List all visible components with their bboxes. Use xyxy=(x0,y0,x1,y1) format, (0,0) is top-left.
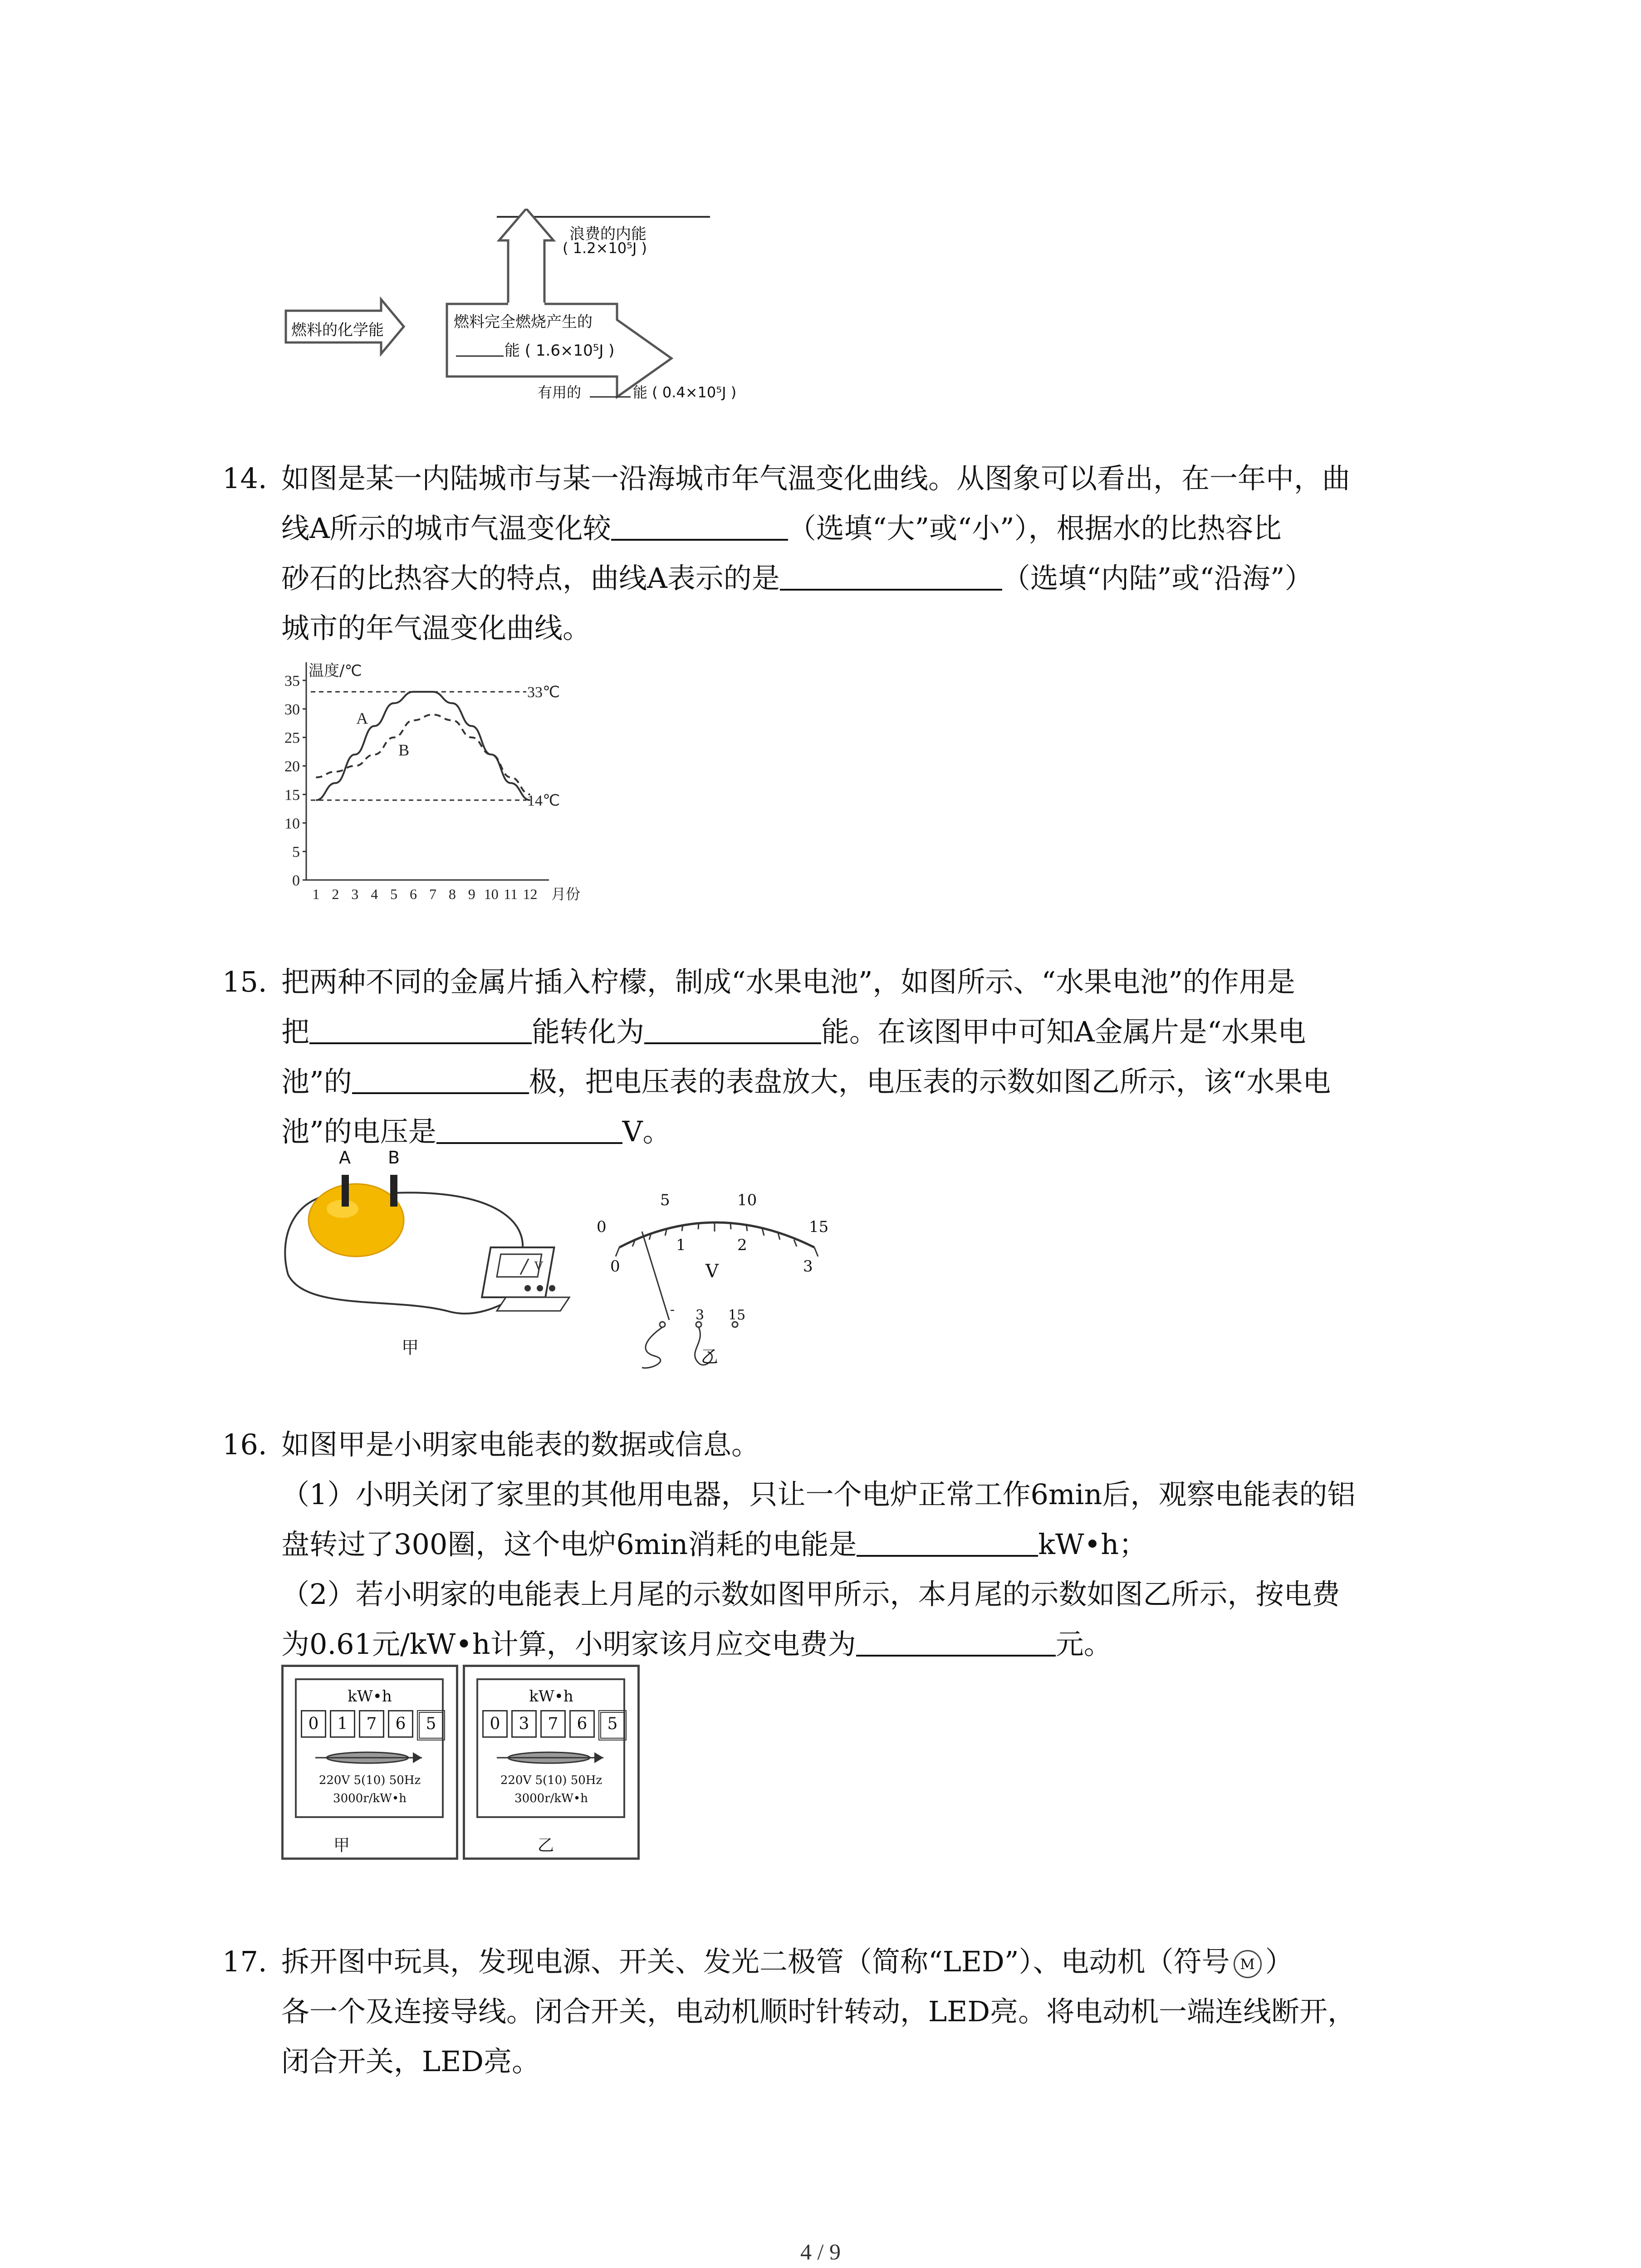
q15-line4-text: 池”的电压是 xyxy=(281,1115,436,1148)
q14-line2-hint: （选填“大”或“小”），根据水的比热容比 xyxy=(788,512,1282,545)
question-number: 16. xyxy=(222,1428,267,1461)
y-tick-label: 5 xyxy=(292,844,300,861)
dial-upper-tick-15: 15 xyxy=(809,1218,829,1236)
terminal-3-label: 3 xyxy=(696,1307,705,1323)
terminal-minus-label: - xyxy=(670,1302,675,1318)
meter-digit-decimal: 5 xyxy=(598,1710,627,1740)
meter-spec-2: 3000r/kW•h xyxy=(333,1792,407,1805)
voltmeter-dial-figure xyxy=(592,1188,846,1383)
question-17 xyxy=(222,1937,1447,2087)
meter-disc-arrow xyxy=(311,1746,429,1769)
q16-line3-unit: kW•h； xyxy=(1038,1528,1147,1561)
figure-a-label: 甲 xyxy=(402,1338,419,1358)
q14-line2-text: 线A所示的城市气温变化较 xyxy=(281,512,611,545)
meter-digit: 0 xyxy=(301,1710,326,1738)
q16-line4: （2）若小明家的电能表上月尾的示数如图甲所示，本月尾的示数如图乙所示，按电费 xyxy=(281,1578,1340,1611)
fuel-chemical-energy-label: 燃料的化学能 xyxy=(291,321,384,339)
q16-line3-text: 盘转过了300圈，这个电炉6min消耗的电能是 xyxy=(281,1528,857,1561)
reference-line-label: 14℃ xyxy=(527,792,560,809)
y-tick-label: 20 xyxy=(284,758,300,775)
question-16 xyxy=(222,1420,1447,1669)
y-axis-label: 温度/℃ xyxy=(309,662,362,680)
meter-digit: 3 xyxy=(511,1710,537,1738)
q17-line2: 各一个及连接导线。闭合开关，电动机顺时针转动，LED亮。将电动机一端连线断开， xyxy=(281,1995,1356,2028)
y-tick-label: 30 xyxy=(284,701,300,718)
motor-symbol xyxy=(1234,1950,1262,1978)
q15-line2-text2: 能转化为 xyxy=(532,1015,645,1048)
dial-upper-tick-10: 10 xyxy=(737,1191,757,1209)
energy-meter-a xyxy=(281,1665,458,1860)
q16-line1: 如图甲是小明家电能表的数据或信息。 xyxy=(281,1428,760,1461)
question-number: 17. xyxy=(222,1945,267,1978)
answer-blank[interactable] xyxy=(436,1115,622,1144)
q15-line2-text3: 能。在该图甲中可知A金属片是“水果电 xyxy=(821,1015,1306,1048)
fruit-battery-drawing xyxy=(279,1161,592,1374)
q17-line3: 闭合开关，LED亮。 xyxy=(281,2045,540,2078)
meter-digit: 6 xyxy=(388,1710,413,1738)
q15-line3-text2: 极，把电压表的表盘放大，电压表的示数如图乙所示，该“水果电 xyxy=(529,1065,1331,1098)
electrode-b-label: B xyxy=(388,1148,400,1168)
series-line-B xyxy=(316,714,530,794)
reference-line-label: 33℃ xyxy=(527,684,560,701)
q17-line1: 拆开图中玩具，发现电源、开关、发光二极管（简称“LED”）、电动机（符号 xyxy=(281,1945,1230,1978)
q15-line2-text: 把 xyxy=(281,1015,310,1048)
answer-blank[interactable] xyxy=(309,1015,532,1044)
dial-upper-tick-0: 0 xyxy=(597,1218,607,1236)
meter-spec-1: 220V 5(10) 50Hz xyxy=(500,1774,603,1787)
q15-line3-text: 池”的 xyxy=(281,1065,352,1098)
answer-blank[interactable] xyxy=(856,1628,1056,1657)
x-tick-label: 1 xyxy=(312,886,320,902)
page-number: 4 / 9 xyxy=(800,2239,841,2264)
dial-lower-tick-0: 0 xyxy=(610,1257,620,1276)
x-tick-label: 8 xyxy=(448,886,456,902)
series-label-A: A xyxy=(356,709,368,728)
meter-b-label: 乙 xyxy=(538,1836,554,1855)
y-tick-label: 10 xyxy=(284,815,300,832)
q15-line1: 把两种不同的金属片插入柠檬，制成“水果电池”，如图所示、“水果电池”的作用是 xyxy=(281,965,1295,998)
energy-flow-arrows xyxy=(272,209,798,408)
dial-unit-label: V xyxy=(705,1261,719,1282)
x-tick-label: 6 xyxy=(410,886,417,902)
dial-lower-tick-1: 1 xyxy=(676,1236,686,1254)
q17-line1-end: ） xyxy=(1265,1945,1293,1978)
q16-line5-unit: 元。 xyxy=(1055,1628,1112,1661)
meter-unit: kW•h xyxy=(348,1687,392,1706)
useful-energy-prefix: 有用的 xyxy=(538,384,582,401)
waste-energy-label: 浪费的内能 xyxy=(569,225,647,243)
x-tick-label: 4 xyxy=(371,886,378,902)
voltmeter-device xyxy=(482,1247,569,1311)
y-tick-label: 25 xyxy=(284,729,300,747)
series-line-A xyxy=(316,692,530,800)
q14-line1: 如图是某一内陆城市与某一沿海城市年气温变化曲线。从图象可以看出，在一年中，曲 xyxy=(281,462,1351,495)
q14-line3-text: 砂石的比热容大的特点，曲线A表示的是 xyxy=(281,562,780,595)
temperature-chart-svg xyxy=(263,649,608,903)
question-number: 14. xyxy=(222,462,267,495)
dial-lower-tick-3: 3 xyxy=(803,1257,813,1276)
meter-digit: 0 xyxy=(482,1710,508,1738)
combustion-label-line1: 燃料完全燃烧产生的 xyxy=(454,313,593,331)
meter-digit: 7 xyxy=(540,1710,566,1738)
terminal-15-label: 15 xyxy=(728,1307,746,1323)
x-tick-label: 10 xyxy=(484,886,499,902)
meter-spec-2: 3000r/kW•h xyxy=(514,1792,588,1805)
q16-line2: （1）小明关闭了家里的其他用电器，只让一个电炉正常工作6min后，观察电能表的铝 xyxy=(281,1478,1356,1511)
x-tick-label: 12 xyxy=(523,886,538,902)
meter-disc-arrow xyxy=(492,1746,610,1769)
question-14 xyxy=(222,454,1447,653)
dial-lower-tick-2: 2 xyxy=(737,1236,747,1254)
meter-a-label: 甲 xyxy=(333,1836,350,1855)
q14-line3-hint: （选填“内陆”或“沿海”） xyxy=(1002,562,1313,595)
question-15 xyxy=(222,957,1447,1157)
meter-digits xyxy=(301,1710,445,1740)
answer-blank[interactable] xyxy=(644,1015,821,1044)
x-tick-label: 5 xyxy=(390,886,398,902)
meter-digit: 7 xyxy=(359,1710,384,1738)
voltmeter-dial xyxy=(592,1188,846,1383)
q16-line5-text: 为0.61元/kW•h计算，小明家该月应交电费为 xyxy=(281,1628,856,1661)
fruit-battery-figure xyxy=(279,1148,592,1374)
x-tick-label: 9 xyxy=(468,886,475,902)
meter-unit: kW•h xyxy=(529,1687,573,1706)
x-tick-label: 7 xyxy=(429,886,436,902)
x-axis-label: 月份 xyxy=(551,885,581,903)
motor-symbol-letter: M xyxy=(1240,1955,1255,1973)
meter-spec-1: 220V 5(10) 50Hz xyxy=(318,1774,421,1787)
q15-line4-unit: V。 xyxy=(622,1115,671,1148)
q14-line4-text: 城市的年气温变化曲线。 xyxy=(281,611,591,645)
energy-flow-diagram xyxy=(272,209,798,408)
combustion-label-line2: 能 ( 1.6×10⁵J ) xyxy=(505,342,615,360)
answer-blank[interactable] xyxy=(352,1065,529,1094)
meter-digits xyxy=(482,1710,627,1740)
meter-digit: 6 xyxy=(569,1710,595,1738)
dial-upper-tick-5: 5 xyxy=(660,1191,670,1209)
temperature-chart xyxy=(263,649,608,903)
y-tick-label: 15 xyxy=(284,787,300,804)
answer-blank[interactable] xyxy=(857,1528,1038,1557)
answer-blank[interactable] xyxy=(611,512,788,541)
useful-energy-suffix: 能 ( 0.4×10⁵J ) xyxy=(633,384,737,401)
waste-energy-value: ( 1.2×10⁵J ) xyxy=(563,240,647,257)
meter-digit-decimal: 5 xyxy=(417,1710,445,1740)
answer-blank[interactable] xyxy=(780,562,1002,591)
x-tick-label: 2 xyxy=(332,886,339,902)
y-tick-label: 35 xyxy=(284,673,300,689)
voltmeter-symbol: V xyxy=(534,1260,543,1273)
x-tick-label: 11 xyxy=(504,886,518,902)
question-number: 15. xyxy=(222,965,267,998)
figure-b-label: 乙 xyxy=(701,1347,719,1367)
x-tick-label: 3 xyxy=(351,886,359,902)
energy-meter-b xyxy=(463,1665,640,1860)
electrode-a-label: A xyxy=(339,1148,351,1168)
series-label-B: B xyxy=(398,741,410,759)
meter-digit: 1 xyxy=(330,1710,355,1738)
y-tick-label: 0 xyxy=(292,872,300,889)
